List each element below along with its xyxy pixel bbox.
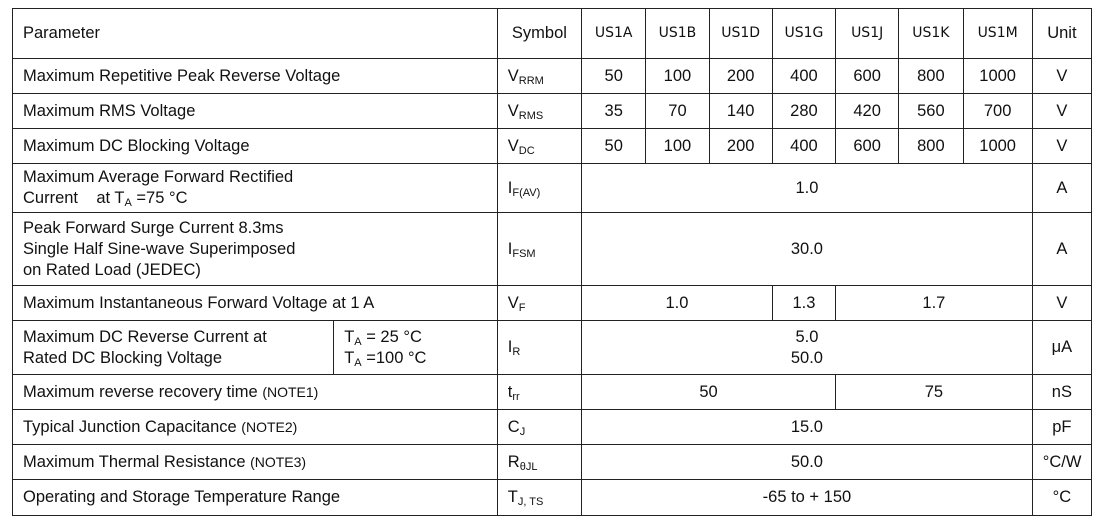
value-cell: 50.0 [582, 445, 1033, 480]
header-parameter: Parameter [13, 9, 498, 59]
parameter-cell: Typical Junction Capacitance (NOTE2) [13, 410, 498, 445]
value-cell: 200 [709, 129, 772, 164]
symbol-cell: $t_{rr}$ [497, 375, 581, 410]
value-cell: -65 to + 150 [582, 480, 1033, 516]
parameter-cell: Maximum Instantaneous Forward Voltage at 1 A [13, 286, 498, 321]
value-cell: 700 [963, 94, 1032, 129]
header-model: US1A [582, 9, 646, 59]
value-cell: 400 [772, 59, 835, 94]
value-cell: 600 [836, 129, 899, 164]
value-cell: 50 [582, 129, 646, 164]
parameter-cell: Maximum DC Reverse Current at Rated DC Blocking Voltage [13, 321, 334, 375]
header-model: US1B [646, 9, 709, 59]
symbol-cell: $C_J$ [497, 410, 581, 445]
value-cell: 1.0 [582, 164, 1033, 213]
table-row [13, 375, 1092, 410]
value-cell: 1.0 [582, 286, 773, 321]
parameter-cell: Maximum Average Forward Rectified Current at $T_A =75$ °C [13, 164, 498, 213]
header-model: US1J [836, 9, 899, 59]
value-cell: 420 [836, 94, 899, 129]
symbol-cell: $I_R$ [497, 321, 581, 375]
parameter-cell: Maximum Thermal Resistance (NOTE3) [13, 445, 498, 480]
parameter-cell: Peak Forward Surge Current 8.3ms Single Half Sine-wave Superimposed on Rated Load (JEDEC) [13, 213, 498, 286]
symbol-cell: $V_{DC}$ [497, 129, 581, 164]
table-row [13, 164, 1092, 213]
header-model: US1M [963, 9, 1032, 59]
parameter-cell: Operating and Storage Temperature Range [13, 480, 498, 516]
table-row [13, 480, 1092, 516]
value-cell: 5.0 50.0 [582, 321, 1033, 375]
value-cell: 600 [836, 59, 899, 94]
value-cell: 1000 [963, 59, 1032, 94]
table-row [13, 286, 1092, 321]
table-row [13, 213, 1092, 286]
value-cell: 50 [582, 59, 646, 94]
value-cell: 800 [899, 59, 963, 94]
unit-cell: μA [1032, 321, 1091, 375]
value-cell: 75 [836, 375, 1033, 410]
header-symbol: Symbol [497, 9, 581, 59]
unit-cell: °C/W [1032, 445, 1091, 480]
header-model: US1D [709, 9, 772, 59]
symbol-cell: $I_{FSM}$ [497, 213, 581, 286]
unit-cell: A [1032, 213, 1091, 286]
unit-cell: pF [1032, 410, 1091, 445]
unit-cell: V [1032, 129, 1091, 164]
value-cell: 800 [899, 129, 963, 164]
table-row [13, 94, 1092, 129]
unit-cell: V [1032, 286, 1091, 321]
unit-cell: °C [1032, 480, 1091, 516]
value-cell: 70 [646, 94, 709, 129]
value-cell: 200 [709, 59, 772, 94]
value-cell: 400 [772, 129, 835, 164]
unit-cell: V [1032, 94, 1091, 129]
header-model: US1G [772, 9, 835, 59]
value-cell: 100 [646, 129, 709, 164]
table-row [13, 445, 1092, 480]
value-cell: 30.0 [582, 213, 1033, 286]
unit-cell: A [1032, 164, 1091, 213]
header-model: US1K [899, 9, 963, 59]
value-cell: 1.3 [772, 286, 835, 321]
symbol-cell: $R_{\theta JL}$ [497, 445, 581, 480]
value-cell: 280 [772, 94, 835, 129]
table-row [13, 129, 1092, 164]
symbol-cell: $T_{J, TS}$ [497, 480, 581, 516]
header-unit: Unit [1032, 9, 1091, 59]
condition-cell: $T_A = 25$ °C $T_A =100$ °C [334, 321, 498, 375]
symbol-cell: $V_{RMS}$ [497, 94, 581, 129]
parameter-cell: Maximum Repetitive Peak Reverse Voltage [13, 59, 498, 94]
value-cell: 1.7 [836, 286, 1033, 321]
parameter-cell: Maximum reverse recovery time (NOTE1) [13, 375, 498, 410]
unit-cell: nS [1032, 375, 1091, 410]
unit-cell: V [1032, 59, 1091, 94]
value-cell: 35 [582, 94, 646, 129]
symbol-cell: $I_{F(AV)}$ [497, 164, 581, 213]
value-cell: 50 [582, 375, 836, 410]
table-row [13, 321, 1092, 375]
parameter-cell: Maximum DC Blocking Voltage [13, 129, 498, 164]
symbol-cell: $V_F$ [497, 286, 581, 321]
value-cell: 1000 [963, 129, 1032, 164]
table-row [13, 59, 1092, 94]
value-cell: 140 [709, 94, 772, 129]
table-row [13, 410, 1092, 445]
parameter-cell: Maximum RMS Voltage [13, 94, 498, 129]
symbol-cell: $V_{RRM}$ [497, 59, 581, 94]
value-cell: 560 [899, 94, 963, 129]
value-cell: 100 [646, 59, 709, 94]
value-cell: 15.0 [582, 410, 1033, 445]
header-row [13, 9, 1092, 59]
electrical-characteristics-table [12, 8, 1092, 516]
